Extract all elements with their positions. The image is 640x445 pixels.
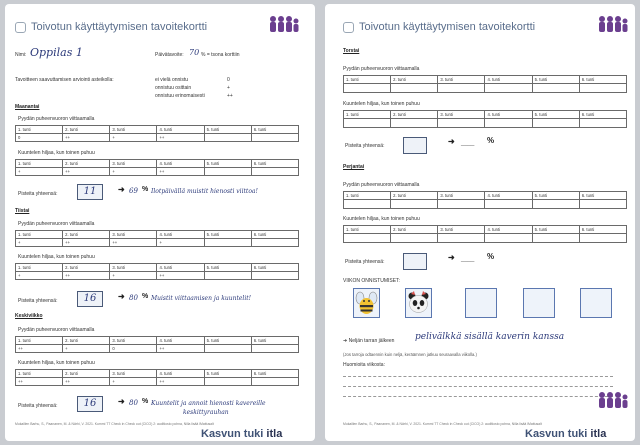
- rating-cell[interactable]: [251, 134, 298, 142]
- percent-value: 80: [129, 294, 138, 302]
- percent-value: 80: [129, 399, 138, 407]
- lesson-header-cell: 1. tunti: [16, 337, 63, 345]
- rating-cell[interactable]: [391, 234, 438, 243]
- goal-label: Pyydän puheenvuoron viittaamalla: [18, 327, 95, 333]
- rating-cell[interactable]: [204, 168, 251, 176]
- lesson-header-cell: 3. tunti: [110, 160, 157, 168]
- teacher-comment: Muistit viittaamisen ja kuuntelit!: [151, 295, 252, 302]
- lesson-header-cell: 4. tunti: [157, 231, 204, 239]
- lesson-header-cell: 2. tunti: [63, 264, 110, 272]
- teacher-comment: Ilotpäivällä muistit hienosti viittoa!: [151, 188, 258, 195]
- lesson-header-cell: 4. tunti: [485, 192, 532, 200]
- daily-goal-value: 70: [189, 48, 200, 57]
- lesson-header-cell: 3. tunti: [438, 192, 485, 200]
- rating-cell[interactable]: [391, 119, 438, 128]
- day-title: Keskiviikko: [15, 313, 43, 319]
- rating-cell[interactable]: +: [110, 272, 157, 280]
- brand-logo: Kasvun tuki itla: [201, 428, 283, 440]
- points-label: Pisteita yhteensä:: [345, 259, 385, 265]
- rating-cell[interactable]: [579, 234, 626, 243]
- rating-cell[interactable]: ++: [157, 134, 204, 142]
- lesson-header-cell: 4. tunti: [157, 264, 204, 272]
- points-box[interactable]: 11: [77, 184, 103, 200]
- arrow-icon: ➜: [448, 137, 455, 146]
- lesson-header-cell: 6. tunti: [579, 226, 626, 234]
- rating-cell[interactable]: [251, 345, 298, 353]
- rating-cell[interactable]: ++: [63, 378, 110, 386]
- lesson-header-cell: 2. tunti: [63, 126, 110, 134]
- rating-cell[interactable]: [251, 272, 298, 280]
- rating-cell[interactable]: +: [16, 272, 63, 280]
- rating-cell[interactable]: ++: [16, 345, 63, 353]
- lesson-header-cell: 5. tunti: [532, 111, 579, 119]
- goal-label: Kuuntelen hiljaa, kun toinen puhuu: [18, 254, 95, 260]
- goal-table: [15, 336, 299, 353]
- panda-sticker-icon: [406, 289, 431, 317]
- lesson-header-cell: 3. tunti: [438, 76, 485, 84]
- scale-intro: Tavoitteen saavuttamisen arviointi asteikolla:: [15, 77, 114, 83]
- notes-label: Huomioita viikosta:: [343, 362, 385, 368]
- scale-value: +: [227, 85, 230, 91]
- sticker-slot[interactable]: [405, 288, 432, 318]
- page-title: Toivotun käyttäytymisen tavoitekortti: [31, 21, 208, 33]
- rating-cell[interactable]: +: [110, 134, 157, 142]
- rating-cell[interactable]: [204, 134, 251, 142]
- percent-blank[interactable]: ____: [461, 140, 475, 146]
- scale-value: ++: [227, 93, 233, 99]
- rating-cell[interactable]: [579, 84, 626, 93]
- lesson-header-cell: 5. tunti: [532, 192, 579, 200]
- goal-label: Pyydän puheenvuoron viittaamalla: [343, 66, 420, 72]
- day-title: Perjantai: [343, 164, 365, 170]
- points-label: Pisteita yhteensä:: [345, 143, 385, 149]
- notes-line[interactable]: [343, 386, 613, 387]
- lesson-header-cell: 4. tunti: [157, 337, 204, 345]
- lesson-header-cell: 5. tunti: [532, 76, 579, 84]
- rating-cell[interactable]: [438, 119, 485, 128]
- rating-cell[interactable]: ++: [63, 239, 110, 247]
- lesson-header-cell: 5. tunti: [204, 337, 251, 345]
- goal-table: [343, 75, 627, 93]
- rating-cell[interactable]: +: [16, 168, 63, 176]
- people-icon: [268, 14, 300, 34]
- points-box[interactable]: 16: [77, 396, 103, 412]
- lesson-header-cell: 1. tunti: [344, 111, 391, 119]
- goal-table: [343, 191, 627, 209]
- rating-cell[interactable]: ++: [63, 272, 110, 280]
- goal-table: [15, 369, 299, 386]
- lesson-header-cell: 2. tunti: [391, 226, 438, 234]
- goal-table: [15, 230, 299, 247]
- lesson-header-cell: 6. tunti: [251, 126, 298, 134]
- lesson-header-cell: 2. tunti: [63, 160, 110, 168]
- rating-cell[interactable]: +: [63, 345, 110, 353]
- rating-cell[interactable]: [344, 84, 391, 93]
- lesson-header-cell: 6. tunti: [579, 111, 626, 119]
- rating-cell[interactable]: [438, 84, 485, 93]
- rating-cell[interactable]: ++: [16, 378, 63, 386]
- goal-label: Kuuntelen hiljaa, kun toinen puhuu: [343, 216, 420, 222]
- page-title: Toivotun käyttäytymisen tavoitekortti: [359, 21, 536, 33]
- rating-cell[interactable]: [204, 272, 251, 280]
- rating-cell[interactable]: +: [157, 239, 204, 247]
- footer-credit: Mukaillen Barhu, S., Paananen, M. & Närhi, V. 2021. Kummi TT Check in Check out (CICO) 2: auditiosto pohna, Nilla lisää lMattusalt: [343, 422, 542, 426]
- rating-cell[interactable]: +: [16, 239, 63, 247]
- lesson-header-cell: 6. tunti: [251, 337, 298, 345]
- rating-cell[interactable]: [251, 378, 298, 386]
- people-icon: [597, 14, 629, 34]
- lesson-header-cell: 4. tunti: [485, 226, 532, 234]
- lesson-header-cell: 2. tunti: [63, 337, 110, 345]
- lesson-header-cell: 4. tunti: [157, 160, 204, 168]
- lesson-header-cell: 5. tunti: [204, 160, 251, 168]
- rating-cell[interactable]: ++: [157, 378, 204, 386]
- rating-cell[interactable]: [532, 200, 579, 209]
- lesson-header-cell: 1. tunti: [16, 264, 63, 272]
- lesson-header-cell: 3. tunti: [110, 337, 157, 345]
- arrow-icon: ➜: [118, 292, 125, 301]
- points-label: Pisteita yhteensä:: [18, 298, 58, 304]
- goal-table: [343, 225, 627, 243]
- percent-value: 69: [129, 187, 138, 195]
- sticker-slot[interactable]: [580, 288, 612, 318]
- reward-label: ➜ Neljän tarran jälkeen: [343, 338, 395, 344]
- rating-cell[interactable]: [391, 84, 438, 93]
- rating-cell[interactable]: +: [110, 378, 157, 386]
- lesson-header-cell: 3. tunti: [110, 370, 157, 378]
- lesson-header-cell: 1. tunti: [344, 226, 391, 234]
- goal-label: Pyydän puheenvuoron viittaamalla: [18, 221, 95, 227]
- lesson-header-cell: 5. tunti: [204, 126, 251, 134]
- people-icon: [597, 390, 629, 410]
- lesson-header-cell: 4. tunti: [157, 370, 204, 378]
- rating-cell[interactable]: ++: [157, 168, 204, 176]
- lesson-header-cell: 2. tunti: [63, 370, 110, 378]
- daily-goal-label: Päivätavoite:: [155, 52, 184, 58]
- arrow-icon: ➜: [118, 397, 125, 406]
- bee-sticker-icon: [354, 289, 379, 317]
- lesson-header-cell: 6. tunti: [251, 160, 298, 168]
- sticker-slot[interactable]: [465, 288, 497, 318]
- sticker-slot[interactable]: [353, 288, 380, 318]
- lesson-header-cell: 3. tunti: [438, 111, 485, 119]
- rating-cell[interactable]: [532, 234, 579, 243]
- goal-table: [15, 159, 299, 176]
- day-title: Maanantai: [15, 104, 40, 110]
- scale-label: onnistuu erinomaisesti: [155, 93, 205, 99]
- lesson-header-cell: 4. tunti: [485, 76, 532, 84]
- points-box[interactable]: [403, 253, 427, 270]
- rating-cell[interactable]: [204, 345, 251, 353]
- rating-cell[interactable]: [344, 119, 391, 128]
- day-title: Torstai: [343, 48, 360, 54]
- rating-cell[interactable]: [532, 84, 579, 93]
- notes-line[interactable]: [343, 376, 613, 377]
- lesson-header-cell: 1. tunti: [16, 370, 63, 378]
- scale-label: onnistuu osittain: [155, 85, 192, 91]
- rating-cell[interactable]: [579, 119, 626, 128]
- rating-cell[interactable]: [204, 378, 251, 386]
- reward-value: pelivälkkä sisällä kaverin kanssa: [415, 332, 565, 342]
- lesson-header-cell: 3. tunti: [110, 231, 157, 239]
- card-page-2: Toivotun käyttäytymisen tavoitekortti Torstai Pyydän puheenvuoron viittaamalla 1. tunti 2. tunti 3. tunti 4. tunti 5. tunti 6. tunti Kuuntelen hiljaa, kun toinen puhuu 1. tunti 2. tunti 3. tunti 4. tunti 5. tunti 6. tunti Pisteita yhteensä: ➜ ____ % Perjantai Pyydän puheenvuoron viittaamalla 1. tunti 2. tunti 3. tunti 4. tunti 5. tunti 6. tunti Kuuntelen hiljaa, kun toinen puhuu 1. tunti 2. tunti 3. tunti 4. tunti 5. tunti 6. tunti Pisteita yhteensä: ➜ ____ % VIIKON ONNISTUMISET: ➜ Neljän tarran jälkeen pelivälkkä sisällä kaverin kanssa (Jos tarroja odtaennin kuin neljä, keräämnen jatkuu seuraavalla viikolla.) Huomioita viikosta: Mukaillen Barhu, S., Paananen, M. & Närhi, V. 2021. Kummi TT Check in Check out (CICO) 2: auditiosto pohna, Nilla lisää lMattusalt Kasvun tuki itla: [325, 4, 635, 441]
- reward-note: (Jos tarroja odtaennin kuin neljä, keräämnen jatkuu seuraavalla viikolla.): [343, 352, 477, 357]
- lesson-header-cell: 2. tunti: [63, 231, 110, 239]
- rating-cell[interactable]: [485, 84, 532, 93]
- rating-cell[interactable]: ++: [110, 239, 157, 247]
- goal-label: Kuuntelen hiljaa, kun toinen puhuu: [18, 360, 95, 366]
- rating-cell[interactable]: [485, 119, 532, 128]
- rating-cell[interactable]: 0: [16, 134, 63, 142]
- teacher-comment: Kuuntelit ja annoit hienosti kavereille: [151, 400, 266, 407]
- rating-cell[interactable]: [579, 200, 626, 209]
- card-page-1: Toivotun käyttäytymisen tavoitekortti Nimi: Oppilas 1 Päivätavoite: 70 % = tsona korttiin Tavoitteen saavuttamisen arviointi asteikolla: ei vielä onnistu 0 onnistuu osittain + onnistuu erinomaisesti ++ Maanantai Pyydän puheenvuoron viittaamalla 1. tunti 2. tunti 3. tunti 4. tunti 5. tunti 6. tunti 0 ++ + ++ Kuuntelen hiljaa, kun toinen puhuu 1. tunti 2. tunti 3. tunti 4. tunti 5. tunti 6. tunti + ++ + ++ Pisteita yhteensä: 11 ➜ 69 % Ilotpäivällä muistit hienosti viittoa! Tiistai Pyydän puheenvuoron viittaamalla 1. tunti 2. tunti 3. tunti 4. tunti 5. tunti 6. tunti + ++ ++ + Kuuntelen hiljaa, kun toinen puhuu 1. tunti 2. tunti 3. tunti 4. tunti 5. tunti 6. tunti + ++ + ++ Pisteita yhteensä: 16 ➜ 80 % Muistit viittaamisen ja kuuntelit! Keskiviikko Pyydän puheenvuoron viittaamalla 1. tunti 2. tunti 3. tunti 4. tunti 5. tunti 6. tunti ++ + 0 ++ Kuuntelen hiljaa, kun toinen puhuu 1. tunti 2. tunti 3. tunti 4. tunti 5. tunti 6. tunti ++ ++ + ++ Pisteita yhteensä: 16 ➜ 80 % Kuuntelit ja annoit hienosti kavereille keskittyrauhan Mukaillen Barhu, S., Paananen, M. & Närhi, V. 2021. Kummi TT Check in Check out (CICO) 2: auditiosto pohna, Nilla lisää lMattusalt Kasvun tuki itla: [5, 4, 315, 441]
- lesson-header-cell: 6. tunti: [251, 264, 298, 272]
- lesson-header-cell: 6. tunti: [579, 192, 626, 200]
- points-box[interactable]: [403, 137, 427, 154]
- goal-table: [343, 110, 627, 128]
- percent-blank[interactable]: ____: [461, 256, 475, 262]
- rating-cell[interactable]: [391, 200, 438, 209]
- rating-cell[interactable]: +: [110, 168, 157, 176]
- scale-value: 0: [227, 77, 230, 83]
- lesson-header-cell: 3. tunti: [110, 126, 157, 134]
- goal-table: [15, 125, 299, 142]
- points-label: Pisteita yhteensä:: [18, 191, 58, 197]
- lesson-header-cell: 5. tunti: [532, 226, 579, 234]
- lesson-header-cell: 5. tunti: [204, 370, 251, 378]
- lesson-header-cell: 2. tunti: [391, 111, 438, 119]
- goal-label: Pyydän puheenvuoron viittaamalla: [18, 116, 95, 122]
- lesson-header-cell: 5. tunti: [204, 231, 251, 239]
- lesson-header-cell: 3. tunti: [110, 264, 157, 272]
- scale-label: ei vielä onnistu: [155, 77, 189, 83]
- rating-cell[interactable]: ++: [63, 168, 110, 176]
- lesson-header-cell: 1. tunti: [16, 126, 63, 134]
- goal-label: Kuuntelen hiljaa, kun toinen puhuu: [343, 101, 420, 107]
- footer-credit: Mukaillen Barhu, S., Paananen, M. & Närhi, V. 2021. Kummi TT Check in Check out (CICO) 2: auditiosto pohna, Nilla lisää lMattusalt: [15, 422, 214, 426]
- lesson-header-cell: 4. tunti: [157, 126, 204, 134]
- rating-cell[interactable]: [438, 234, 485, 243]
- rating-cell[interactable]: [485, 200, 532, 209]
- lesson-header-cell: 1. tunti: [16, 160, 63, 168]
- rating-cell[interactable]: [251, 239, 298, 247]
- rating-cell[interactable]: [344, 200, 391, 209]
- notes-line[interactable]: [343, 396, 613, 397]
- rating-cell[interactable]: [344, 234, 391, 243]
- rating-cell[interactable]: ++: [157, 272, 204, 280]
- rating-cell[interactable]: [251, 168, 298, 176]
- arrow-icon: ➜: [448, 253, 455, 262]
- lesson-header-cell: 2. tunti: [391, 76, 438, 84]
- rating-cell[interactable]: [438, 200, 485, 209]
- lesson-header-cell: 3. tunti: [438, 226, 485, 234]
- lesson-header-cell: 1. tunti: [344, 76, 391, 84]
- points-label: Pisteita yhteensä:: [18, 403, 58, 409]
- lesson-header-cell: 1. tunti: [344, 192, 391, 200]
- logo-icon: [343, 22, 354, 33]
- lesson-header-cell: 4. tunti: [485, 111, 532, 119]
- lesson-header-cell: 5. tunti: [204, 264, 251, 272]
- brand-logo: Kasvun tuki itla: [525, 428, 607, 440]
- rating-cell[interactable]: ++: [63, 134, 110, 142]
- lesson-header-cell: 1. tunti: [16, 231, 63, 239]
- name-label: Nimi:: [15, 52, 27, 58]
- lesson-header-cell: 6. tunti: [579, 76, 626, 84]
- rating-cell[interactable]: [485, 234, 532, 243]
- day-title: Tiistai: [15, 208, 30, 214]
- lesson-header-cell: 6. tunti: [251, 231, 298, 239]
- lesson-header-cell: 2. tunti: [391, 192, 438, 200]
- goal-label: Pyydän puheenvuoron viittaamalla: [343, 182, 420, 188]
- rating-cell[interactable]: [532, 119, 579, 128]
- teacher-comment-line-2: keskittyrauhan: [183, 409, 229, 416]
- points-box[interactable]: 16: [77, 291, 103, 307]
- goal-label: Kuuntelen hiljaa, kun toinen puhuu: [18, 150, 95, 156]
- lesson-header-cell: 6. tunti: [251, 370, 298, 378]
- success-title: VIIKON ONNISTUMISET:: [343, 278, 400, 284]
- arrow-icon: ➜: [118, 185, 125, 194]
- rating-cell[interactable]: 0: [110, 345, 157, 353]
- rating-cell[interactable]: ++: [157, 345, 204, 353]
- logo-icon: [15, 22, 26, 33]
- sticker-slot[interactable]: [523, 288, 555, 318]
- daily-goal-suffix: % = tsona korttiin: [201, 52, 240, 58]
- goal-table: [15, 263, 299, 280]
- rating-cell[interactable]: [204, 239, 251, 247]
- name-value: Oppilas 1: [30, 46, 83, 59]
